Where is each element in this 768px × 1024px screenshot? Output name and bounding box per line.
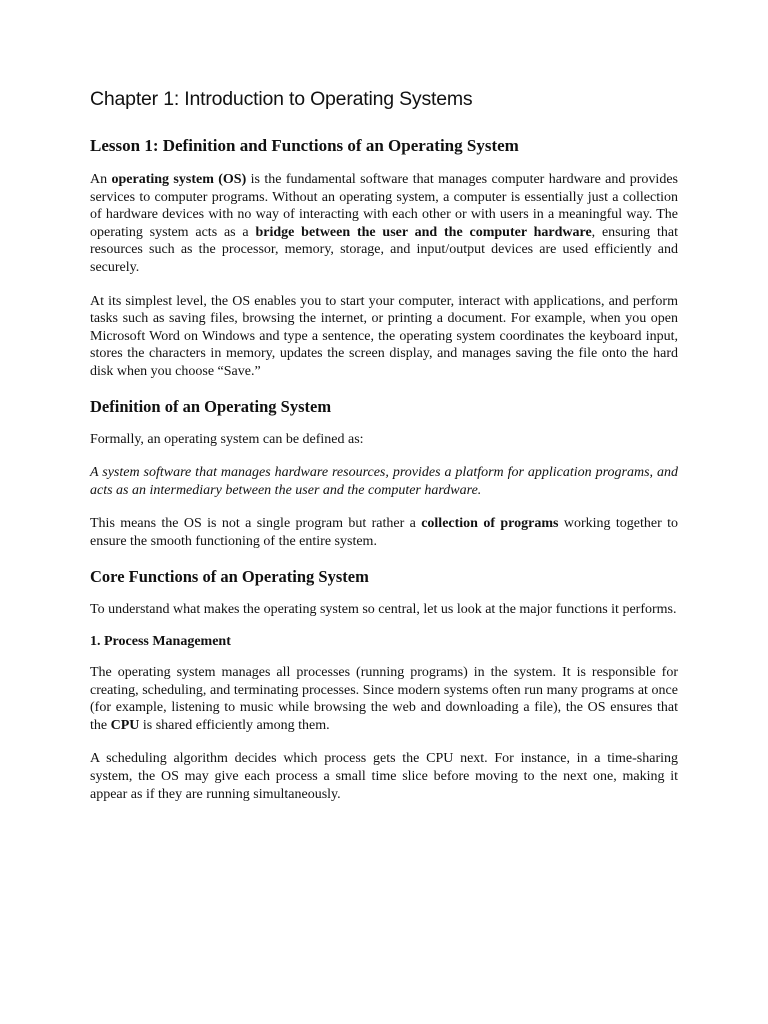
paragraph-os-example: At its simplest level, the OS enables you to start your computer, interact with applications, and perform tasks such as saving files, browsing the internet, or printing a document. For example, when you open Microsoft Word on Windows and type a sentence, the operating system coordinates the keyboard input, stores the characters in memory, updates the screen display, and manages saving the file onto the hard disk when you choose “Save.”	[90, 293, 678, 379]
paragraph-core-functions-intro: To understand what makes the operating system so central, let us look at the major functions it performs.	[90, 601, 677, 617]
lesson-title: Lesson 1: Definition and Functions of an Operating System	[90, 136, 519, 155]
process-management-heading: 1. Process Management	[90, 634, 231, 650]
bold-term-collection: collection of programs	[421, 516, 559, 532]
paragraph-scheduling: A scheduling algorithm decides which process gets the CPU next. For instance, in a time-sharing system, the OS may give each process a small time slice before moving to the next one, making it appear as if they are running simultaneously.	[90, 751, 678, 802]
text-run: , ensuring that resources such as the processor, memory, storage, and input/output devices are used efficiently and securely.	[90, 224, 678, 275]
bold-term-os: operating system (OS)	[111, 172, 247, 187]
paragraph-os-intro	[90, 171, 678, 277]
core-functions-heading: Core Functions of an Operating System	[90, 566, 369, 586]
paragraph-process-management	[90, 664, 678, 734]
text-run: An	[90, 172, 112, 187]
document-content	[90, 88, 678, 819]
chapter-title: Chapter 1: Introduction to Operating Systems	[90, 88, 473, 110]
definition-heading: Definition of an Operating System	[90, 396, 332, 416]
text-run: working together to ensure the smooth functioning of the entire system.	[90, 516, 678, 549]
paragraph-formal-definition-intro: Formally, an operating system can be defined as:	[90, 431, 364, 447]
text-run: The operating system manages all processes (running programs) in the system. It is responsible for creating, scheduling, and terminating processes. Since modern systems often run many programs at once (for example, listening to music while browsing the web and downloading a file), the OS ensures that the	[90, 665, 678, 733]
bold-term-cpu: CPU	[110, 717, 140, 733]
definition-quote: A system software that manages hardware resources, provides a platform for application programs, and acts as an intermediary between the user and the computer hardware.	[90, 465, 678, 498]
bold-term-bridge: bridge between the user and the computer hardware	[255, 224, 592, 240]
text-run: This means the OS is not a single program but rather a	[90, 516, 422, 532]
paragraph-collection-of-programs	[90, 515, 678, 550]
text-run: is shared efficiently among them.	[139, 717, 330, 733]
text-run: is the fundamental software that manages computer hardware and provides services to computer programs. Without an operating system, a computer is essentially just a collection of hardware devices with no way of interacting with each other or with users in a meaningful way. The operating system acts as a	[90, 172, 678, 240]
